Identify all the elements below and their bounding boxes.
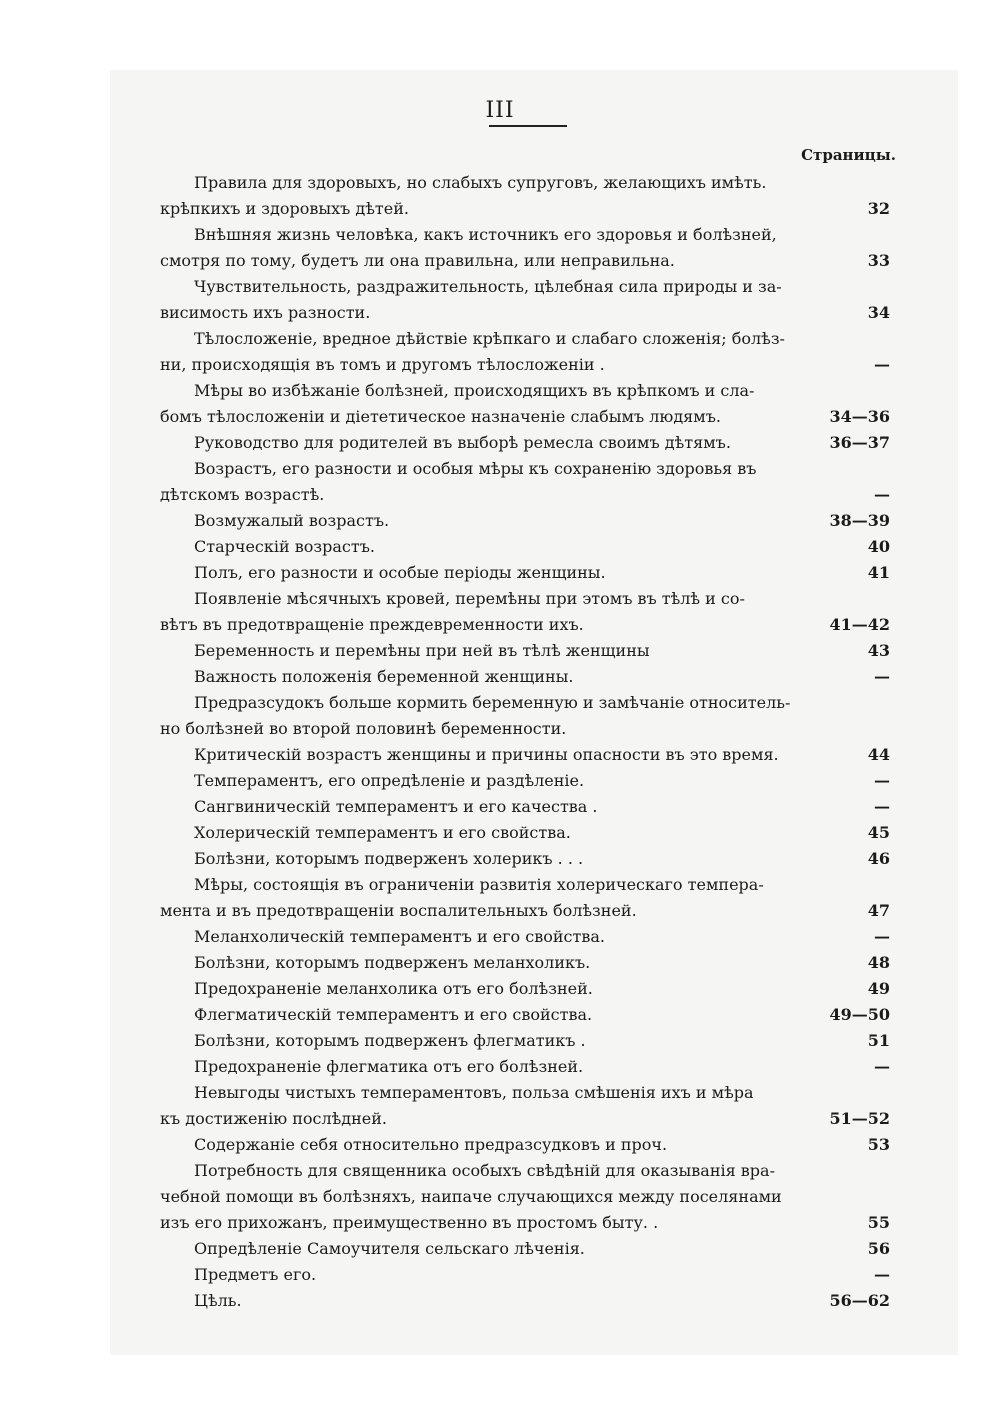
toc-entry-line bbox=[160, 1184, 900, 1210]
toc-entry bbox=[160, 1262, 900, 1288]
toc-entry-page: 41 bbox=[867, 563, 890, 582]
toc-entry-page: — bbox=[874, 1265, 890, 1284]
toc-entry-text: Внѣшняя жизнь человѣка, какъ источникъ его здоровья и болѣзней, bbox=[194, 225, 777, 244]
toc-entry bbox=[160, 846, 900, 872]
toc-entry-page: 55 bbox=[867, 1213, 890, 1232]
toc-entry-text: изъ его прихожанъ, преимущественно въ простомъ быту. . bbox=[160, 1213, 659, 1232]
toc-entry-page: — bbox=[874, 797, 890, 816]
toc-entry-page: 33 bbox=[867, 251, 890, 270]
toc-entry bbox=[160, 1002, 900, 1028]
toc-entry bbox=[160, 1236, 900, 1262]
toc-entry-page: 51—52 bbox=[829, 1109, 890, 1128]
toc-entry-text: Важность положенія беременной женщины. bbox=[194, 667, 574, 686]
toc-entry-page: 43 bbox=[867, 641, 890, 660]
toc-entry-page: 44 bbox=[867, 745, 890, 764]
toc-entry bbox=[160, 742, 900, 768]
toc-entry-line bbox=[160, 352, 900, 378]
toc-entry-text: Содержаніе себя относительно предразсудковъ и проч. bbox=[194, 1135, 668, 1154]
toc-entry-text: Мѣры во избѣжаніе болѣзней, происходящихъ въ крѣпкомъ и сла- bbox=[194, 381, 755, 400]
toc-entry-text: чебной помощи въ болѣзняхъ, наипаче случающихся между поселянами bbox=[160, 1187, 782, 1206]
toc-entry-page: 48 bbox=[867, 953, 890, 972]
toc-entry-text: Чувствительность, раздражительность, цѣлебная сила природы и за- bbox=[194, 277, 782, 296]
toc-entry bbox=[160, 1132, 900, 1158]
toc-entry bbox=[160, 950, 900, 976]
toc-entry-text: Невыгоды чистыхъ темпераментовъ, польза смѣшенія ихъ и мѣра bbox=[194, 1083, 754, 1102]
toc-entry-page: 34 bbox=[867, 303, 890, 322]
toc-entry-line bbox=[160, 586, 900, 612]
toc-entry-line bbox=[160, 534, 900, 560]
toc-entry-line bbox=[160, 378, 900, 404]
toc-entry-line bbox=[160, 430, 900, 456]
toc-entry bbox=[160, 872, 900, 924]
toc-entry bbox=[160, 1158, 900, 1236]
toc-entry-line bbox=[160, 1080, 900, 1106]
toc-entry-line bbox=[160, 274, 900, 300]
toc-entry bbox=[160, 560, 900, 586]
toc-entry bbox=[160, 664, 900, 690]
toc-entry-line bbox=[160, 1028, 900, 1054]
toc-entry bbox=[160, 1288, 900, 1314]
toc-entry bbox=[160, 586, 900, 638]
toc-entry-text: Предметъ его. bbox=[194, 1265, 317, 1284]
toc-entry bbox=[160, 1028, 900, 1054]
toc-entry bbox=[160, 690, 900, 742]
toc-entry-line bbox=[160, 690, 900, 716]
toc-entry-text: Руководство для родителей въ выборѣ ремесла своимъ дѣтямъ. bbox=[194, 433, 731, 452]
toc-entry bbox=[160, 924, 900, 950]
pages-column-heading: Страницы. bbox=[801, 146, 896, 164]
toc-entry-text: Опредѣленіе Самоучителя сельскаго лѣченія. bbox=[194, 1239, 585, 1258]
toc-entry-line bbox=[160, 1132, 900, 1158]
toc-entry-page: 46 bbox=[867, 849, 890, 868]
toc-entry-page: 36—37 bbox=[829, 433, 890, 452]
toc-entry-line bbox=[160, 872, 900, 898]
toc-entry-text: крѣпкихъ и здоровыхъ дѣтей. bbox=[160, 199, 409, 218]
toc-entry-line bbox=[160, 976, 900, 1002]
toc-entry-line bbox=[160, 508, 900, 534]
toc-entry-line bbox=[160, 222, 900, 248]
toc-entry-text: ни, происходящія въ томъ и другомъ тѣлосложеніи . bbox=[160, 355, 605, 374]
toc-entry-text: Возрастъ, его разности и особыя мѣры къ сохраненію здоровья въ bbox=[194, 459, 757, 478]
toc-entry-line bbox=[160, 846, 900, 872]
toc-entry-line bbox=[160, 638, 900, 664]
toc-entry bbox=[160, 976, 900, 1002]
toc-entry-text: Меланхолическій темпераментъ и его свойства. bbox=[194, 927, 605, 946]
toc-entry-line bbox=[160, 456, 900, 482]
toc-entry-text: вѣтъ въ предотвращеніе преждевременности ихъ. bbox=[160, 615, 584, 634]
toc-entry bbox=[160, 794, 900, 820]
toc-entry-page: 56 bbox=[867, 1239, 890, 1258]
page-number-rule bbox=[489, 125, 567, 127]
toc-entry bbox=[160, 456, 900, 508]
toc-entry-line bbox=[160, 794, 900, 820]
toc-entry-line bbox=[160, 196, 900, 222]
toc-entry-page: 47 bbox=[867, 901, 890, 920]
toc-entry-text: къ достиженію послѣдней. bbox=[160, 1109, 388, 1128]
toc-entry bbox=[160, 1054, 900, 1080]
toc-entry-page: 53 bbox=[867, 1135, 890, 1154]
toc-entry-text: Правила для здоровыхъ, но слабыхъ супруговъ, желающихъ имѣть. bbox=[194, 173, 767, 192]
toc-entry-text: мента и въ предотвращеніи воспалительныхъ болѣзней. bbox=[160, 901, 637, 920]
table-of-contents bbox=[160, 170, 900, 1314]
toc-entry-text: Старческій возрастъ. bbox=[194, 537, 375, 556]
toc-entry bbox=[160, 222, 900, 274]
toc-entry-page: 38—39 bbox=[829, 511, 890, 530]
toc-entry-text: Предохраненіе меланхолика отъ его болѣзней. bbox=[194, 979, 593, 998]
toc-entry-text: Болѣзни, которымъ подверженъ холерикъ . . . bbox=[194, 849, 584, 868]
toc-entry-page: 51 bbox=[867, 1031, 890, 1050]
toc-entry-page: 41—42 bbox=[829, 615, 890, 634]
toc-entry-text: смотря по тому, будетъ ли она правильна, или неправильна. bbox=[160, 251, 675, 270]
toc-entry bbox=[160, 430, 900, 456]
toc-entry-line bbox=[160, 482, 900, 508]
toc-entry-line bbox=[160, 612, 900, 638]
toc-entry-text: Темпераментъ, его опредѣленіе и раздѣленіе. bbox=[194, 771, 585, 790]
toc-entry-text: Появленіе мѣсячныхъ кровей, перемѣны при этомъ въ тѣлѣ и со- bbox=[194, 589, 745, 608]
toc-entry-text: Сангвиническій темпераментъ и его качества . bbox=[194, 797, 598, 816]
toc-entry-text: Флегматическій темпераментъ и его свойства. bbox=[194, 1005, 593, 1024]
page-number: III bbox=[485, 98, 515, 123]
toc-entry-page: 49—50 bbox=[829, 1005, 890, 1024]
toc-entry bbox=[160, 508, 900, 534]
toc-entry-text: Беременность и перемѣны при ней въ тѣлѣ женщины bbox=[194, 641, 650, 660]
toc-entry bbox=[160, 768, 900, 794]
toc-entry bbox=[160, 820, 900, 846]
toc-entry-page: 32 bbox=[867, 199, 890, 218]
toc-entry-line bbox=[160, 742, 900, 768]
toc-entry-text: Потребность для священника особыхъ свѣдѣній для оказыванія вра- bbox=[194, 1161, 775, 1180]
toc-entry-text: Мѣры, состоящія въ ограниченіи развитія холерическаго темпера- bbox=[194, 875, 764, 894]
toc-entry-text: но болѣзней во второй половинѣ беременности. bbox=[160, 719, 567, 738]
toc-entry-text: Тѣлосложеніе, вредное дѣйствіе крѣпкаго и слабаго сложенія; болѣз- bbox=[194, 329, 785, 348]
toc-entry-page: 49 bbox=[867, 979, 890, 998]
toc-entry-line bbox=[160, 1288, 900, 1314]
toc-entry bbox=[160, 638, 900, 664]
toc-entry-line bbox=[160, 1236, 900, 1262]
toc-entry-line bbox=[160, 248, 900, 274]
toc-entry-line bbox=[160, 768, 900, 794]
toc-entry-line bbox=[160, 1158, 900, 1184]
toc-entry-line bbox=[160, 170, 900, 196]
toc-entry-page: 56—62 bbox=[829, 1291, 890, 1310]
toc-entry bbox=[160, 1080, 900, 1132]
toc-entry-text: Цѣль. bbox=[194, 1291, 242, 1310]
toc-entry-line bbox=[160, 898, 900, 924]
toc-entry-line bbox=[160, 326, 900, 352]
toc-entry-page: — bbox=[874, 355, 890, 374]
toc-entry-page: 40 bbox=[867, 537, 890, 556]
toc-entry bbox=[160, 378, 900, 430]
toc-entry bbox=[160, 170, 900, 222]
toc-entry-line bbox=[160, 1106, 900, 1132]
toc-entry-text: висимость ихъ разности. bbox=[160, 303, 371, 322]
toc-entry bbox=[160, 326, 900, 378]
toc-entry-page: — bbox=[874, 667, 890, 686]
toc-entry-page: — bbox=[874, 485, 890, 504]
toc-entry-text: Болѣзни, которымъ подверженъ флегматикъ . bbox=[194, 1031, 586, 1050]
toc-entry-line bbox=[160, 1002, 900, 1028]
toc-entry-page: 45 bbox=[867, 823, 890, 842]
toc-entry-line bbox=[160, 404, 900, 430]
toc-entry-line bbox=[160, 1210, 900, 1236]
toc-entry-line bbox=[160, 924, 900, 950]
toc-entry-text: Предразсудокъ больше кормить беременную и замѣчаніе относитель- bbox=[194, 693, 791, 712]
toc-entry-text: Возмужалый возрастъ. bbox=[194, 511, 390, 530]
toc-entry-line bbox=[160, 950, 900, 976]
toc-entry-line bbox=[160, 664, 900, 690]
toc-entry bbox=[160, 534, 900, 560]
toc-entry-line bbox=[160, 300, 900, 326]
toc-entry bbox=[160, 274, 900, 326]
toc-entry-page: — bbox=[874, 771, 890, 790]
toc-entry-text: Критическій возрастъ женщины и причины опасности въ это время. bbox=[194, 745, 779, 764]
toc-entry-text: бомъ тѣлосложеніи и діететическое назначеніе слабымъ людямъ. bbox=[160, 407, 721, 426]
toc-entry-line bbox=[160, 1262, 900, 1288]
toc-entry-text: Холерическій темпераментъ и его свойства. bbox=[194, 823, 571, 842]
toc-entry-text: Предохраненіе флегматика отъ его болѣзней. bbox=[194, 1057, 584, 1076]
toc-entry-page: — bbox=[874, 1057, 890, 1076]
toc-entry-text: Болѣзни, которымъ подверженъ меланхоликъ. bbox=[194, 953, 591, 972]
toc-entry-line bbox=[160, 820, 900, 846]
toc-entry-line bbox=[160, 716, 900, 742]
toc-entry-page: 34—36 bbox=[829, 407, 890, 426]
toc-entry-page: — bbox=[874, 927, 890, 946]
toc-entry-text: Полъ, его разности и особые періоды женщины. bbox=[194, 563, 606, 582]
toc-entry-line bbox=[160, 560, 900, 586]
toc-entry-text: дѣтскомъ возрастѣ. bbox=[160, 485, 325, 504]
toc-entry-line bbox=[160, 1054, 900, 1080]
